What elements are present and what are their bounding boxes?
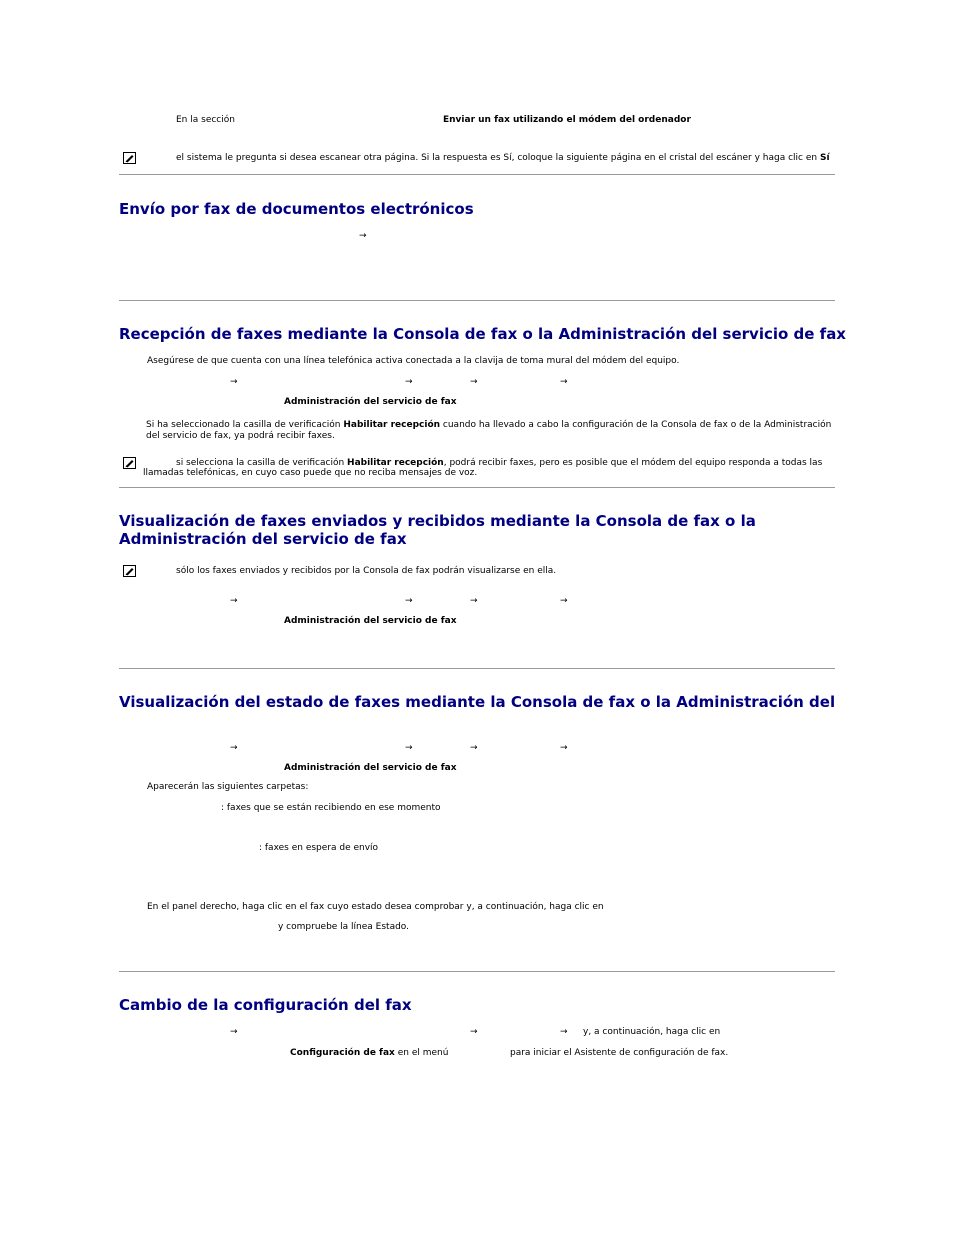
config-wizard-text: para iniciar el Asistente de configuración de fax. xyxy=(510,1048,729,1058)
arrow: → xyxy=(560,743,568,753)
note-yes: Sí xyxy=(819,153,830,163)
arrow: → xyxy=(405,596,413,606)
section-title-status: Visualización del estado de faxes mediante la Consola de fax o la Administración del xyxy=(119,693,836,711)
arrow: → xyxy=(230,743,238,753)
note-icon xyxy=(123,457,136,469)
paragraph-text-a: Si ha seleccionado la casilla de verificación xyxy=(146,420,344,430)
divider xyxy=(119,971,835,972)
config-step-tail: y, a continuación, haga clic en xyxy=(583,1027,721,1037)
option-enable-receive: Habilitar recepción xyxy=(343,420,441,430)
arrow: → xyxy=(230,377,238,387)
section-title-view-line1: Visualización de faxes enviados y recibidos mediante la Consola de fax o la xyxy=(119,512,756,530)
section-title-view-line2: Administración del servicio de fax xyxy=(119,530,407,548)
divider xyxy=(119,668,835,669)
note-icon xyxy=(123,152,136,164)
arrow: → xyxy=(405,743,413,753)
arrow: → xyxy=(470,743,478,753)
folder-outbox: : faxes en espera de envío xyxy=(259,843,379,853)
section-title-config: Cambio de la configuración del fax xyxy=(119,996,412,1014)
link-send-fax-modem[interactable]: Enviar un fax utilizando el módem del ordenador xyxy=(443,115,691,125)
folder-incoming: : faxes que se están recibiendo en ese momento xyxy=(221,803,441,813)
arrow: → xyxy=(470,377,478,387)
step-check-status: y compruebe la línea Estado. xyxy=(278,922,410,932)
arrow: → xyxy=(405,377,413,387)
divider xyxy=(119,300,835,301)
arrow: → xyxy=(560,377,568,387)
note-scan-another xyxy=(176,153,830,164)
menu-admin-fax-service: Administración del servicio de fax xyxy=(284,397,457,407)
intro-text: En la sección xyxy=(176,115,235,125)
section-title-electronic: Envío por fax de documentos electrónicos xyxy=(119,200,474,218)
note-icon xyxy=(123,565,136,577)
menu-fax-configuration: Configuración de fax xyxy=(290,1048,395,1058)
divider xyxy=(119,174,835,175)
menu-admin-fax-service: Administración del servicio de fax xyxy=(284,616,457,626)
note-line2: llamadas telefónicas, en cuyo caso puede que no reciba mensajes de voz. xyxy=(143,468,478,478)
arrow: → xyxy=(359,231,367,241)
arrow: → xyxy=(560,596,568,606)
step-check-line: Asegúrese de que cuenta con una línea telefónica activa conectada a la clavija de toma mural del módem del equipo. xyxy=(147,356,680,366)
step-select-fax: En el panel derecho, haga clic en el fax cuyo estado desea comprobar y, a continuación, haga clic en xyxy=(147,902,604,912)
menu-admin-fax-service: Administración del servicio de fax xyxy=(284,763,457,773)
note-view-faxes: sólo los faxes enviados y recibidos por la Consola de fax podrán visualizarse en ella. xyxy=(176,566,557,576)
paragraph-enable-receive xyxy=(146,420,836,442)
arrow: → xyxy=(230,596,238,606)
arrow: → xyxy=(230,1027,238,1037)
folders-intro: Aparecerán las siguientes carpetas: xyxy=(147,782,309,792)
note-option-enable-receive: Habilitar recepción xyxy=(347,458,444,468)
config-menu-text: en el menú xyxy=(394,1048,449,1058)
config-step-menu xyxy=(290,1048,448,1059)
paragraph-text-b: cuando ha llevado a cabo la configuración de la Consola de fax o de la Administración del servicio de fax, ya podrá recibir faxes. xyxy=(146,420,832,441)
note-text-b: , podrá recibir faxes, pero es posible que el módem del equipo responda a todas las xyxy=(443,458,823,468)
arrow: → xyxy=(470,596,478,606)
arrow: → xyxy=(470,1027,478,1037)
note-scan-another-text: el sistema le pregunta si desea escanear otra página. Si la respuesta es Sí, coloque la siguiente página en el cristal del escáner y haga clic en xyxy=(176,153,820,163)
arrow: → xyxy=(560,1027,568,1037)
divider xyxy=(119,487,835,488)
note-text-a: si selecciona la casilla de verificación xyxy=(176,458,348,468)
section-title-receive: Recepción de faxes mediante la Consola de fax o la Administración del servicio de fax xyxy=(119,325,846,343)
